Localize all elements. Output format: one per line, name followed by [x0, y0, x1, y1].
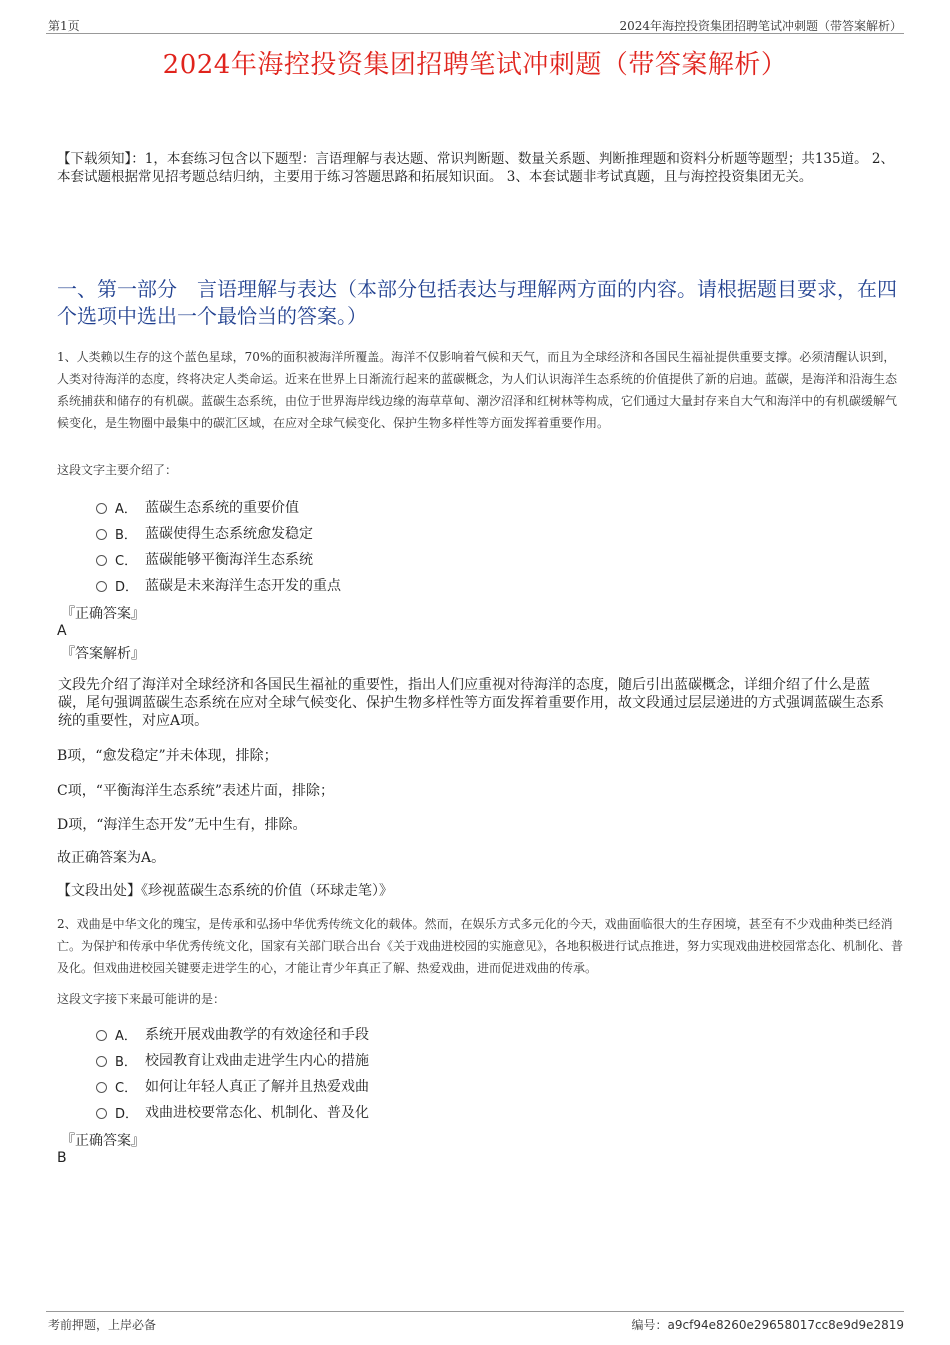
question-1-analysis-label: 『答案解析』	[61, 646, 145, 662]
question-1-option-b[interactable]: B． 蓝碳使得生态系统愈发稳定	[96, 523, 313, 543]
footer-code-label: 编号：	[631, 1318, 668, 1332]
option-text: 蓝碳生态系统的重要价值	[145, 500, 299, 516]
question-1-text: 1、人类赖以生存的这个蓝色星球，70%的面积被海洋所覆盖。海洋不仅影响着气候和天气，而且为全球经济和各国民生福祉提供重要支撑。必须清醒认识到，人类对待海洋的态度，终将决定人类命运。近来在世界上日渐流行起来的蓝碳概念，为人们认识海洋生态系统的价值提供了新的启迪。蓝碳，是海洋和沿海生态系统捕获和储存的有机碳。蓝碳生态系统，由位于世界海岸线边缘的海草草甸、潮汐沼泽和红树林等构成，它们通过大量封存来自大气和海洋中的有机碳缓解气候变化，是生物圈中最集中的碳汇区域，在应对全球气候变化、保护生物多样性等方面发挥着重要作用。	[57, 350, 898, 430]
question-1-option-d[interactable]: D． 蓝碳是未来海洋生态开发的重点	[96, 575, 341, 595]
section-heading: 一、第一部分 言语理解与表达（本部分包括表达与理解两方面的内容。请根据题目要求，在四个选项中选出一个最恰当的答案。）	[57, 277, 897, 328]
option-text: 蓝碳能够平衡海洋生态系统	[145, 552, 313, 568]
question-1-option-a[interactable]: A． 蓝碳生态系统的重要价值	[96, 497, 299, 517]
radio-icon[interactable]	[96, 503, 107, 514]
footer-code-value: a9cf94e8260e29658017cc8e9d9e2819	[667, 1318, 904, 1332]
radio-icon[interactable]	[96, 1082, 107, 1093]
question-2-text: 2、戏曲是中华文化的瑰宝，是传承和弘扬中华优秀传统文化的载体。然而，在娱乐方式多元化的今天，戏曲面临很大的生存困境，甚至有不少戏曲种类已经消亡。为保护和传承中华优秀传统文化，国家有关部门联合出台《关于戏曲进校园的实施意见》，各地积极进行试点推进，努力实现戏曲进校园常态化、机制化、普及化。但戏曲进校园关键要走进学生的心，才能让青少年真正了解、热爱戏曲，进而促进戏曲的传承。	[57, 917, 904, 975]
question-2-option-d[interactable]: D． 戏曲进校要常态化、机制化、普及化	[96, 1102, 369, 1122]
question-2-answer: B	[57, 1150, 67, 1166]
page-footer	[46, 1311, 904, 1333]
radio-icon[interactable]	[96, 1108, 107, 1119]
download-notice: 【下载须知】：1，本套练习包含以下题型：言语理解与表达题、常识判断题、数量关系题、判断推理题和资料分析题等题型；共135道。 2、本套试题根据常见招考题总结归纳，主要用于练习答题思路和拓展知识面。 3、本套试题非考试真题，且与海控投资集团无关。	[57, 151, 894, 185]
question-1-option-c[interactable]: C． 蓝碳能够平衡海洋生态系统	[96, 549, 313, 569]
question-1-source: 【文段出处】《珍视蓝碳生态系统的价值（环球走笔）》	[57, 883, 393, 899]
footer-slogan: 考前押题，上岸必备	[48, 1318, 157, 1332]
question-1-conclusion: 故正确答案为A。	[57, 850, 166, 866]
question-1-analysis: 文段先介绍了海洋对全球经济和各国民生福祉的重要性，指出人们应重视对待海洋的态度，随后引出蓝碳概念，详细介绍了什么是蓝碳，尾句强调蓝碳生态系统在应对全球气候变化、保护生物多样性等方面发挥着重要作用，故文段通过层层递进的方式强调蓝碳生态系统的重要性，对应A项。	[58, 677, 884, 729]
option-text: 校园教育让戏曲走进学生内心的措施	[145, 1053, 369, 1069]
question-2-answer-label: 『正确答案』	[61, 1133, 145, 1149]
footer-code	[632, 1316, 905, 1333]
radio-icon[interactable]	[96, 581, 107, 592]
option-text: 戏曲进校要常态化、机制化、普及化	[145, 1105, 369, 1121]
radio-icon[interactable]	[96, 529, 107, 540]
radio-icon[interactable]	[96, 1056, 107, 1067]
header-doc-title: 2024年海控投资集团招聘笔试冲刺题（带答案解析）	[619, 19, 902, 33]
question-2-option-b[interactable]: B． 校园教育让戏曲走进学生内心的措施	[96, 1050, 369, 1070]
question-1-answer-label: 『正确答案』	[61, 606, 145, 622]
radio-icon[interactable]	[96, 555, 107, 566]
option-text: 蓝碳是未来海洋生态开发的重点	[145, 578, 341, 594]
option-text: 系统开展戏曲教学的有效途径和手段	[145, 1027, 369, 1043]
question-1-prompt: 这段文字主要介绍了：	[57, 463, 178, 477]
question-1-analysis-c: C项，“平衡海洋生态系统”表述片面，排除；	[57, 783, 335, 799]
question-1-answer: A	[57, 623, 67, 639]
question-1-analysis-d: D项，“海洋生态开发”无中生有，排除。	[57, 817, 307, 833]
question-1-analysis-b: B项，“愈发稳定”并未体现，排除；	[57, 748, 278, 764]
option-text: 如何让年轻人真正了解并且热爱戏曲	[145, 1079, 369, 1095]
page-number: 第1页	[48, 19, 80, 33]
radio-icon[interactable]	[96, 1030, 107, 1041]
option-text: 蓝碳使得生态系统愈发稳定	[145, 526, 313, 542]
question-2-prompt: 这段文字接下来最可能讲的是：	[57, 992, 226, 1006]
document-title: 2024年海控投资集团招聘笔试冲刺题（带答案解析）	[162, 50, 788, 80]
question-2-option-a[interactable]: A． 系统开展戏曲教学的有效途径和手段	[96, 1024, 369, 1044]
question-2-option-c[interactable]: C． 如何让年轻人真正了解并且热爱戏曲	[96, 1076, 369, 1096]
page-header	[46, 16, 904, 34]
